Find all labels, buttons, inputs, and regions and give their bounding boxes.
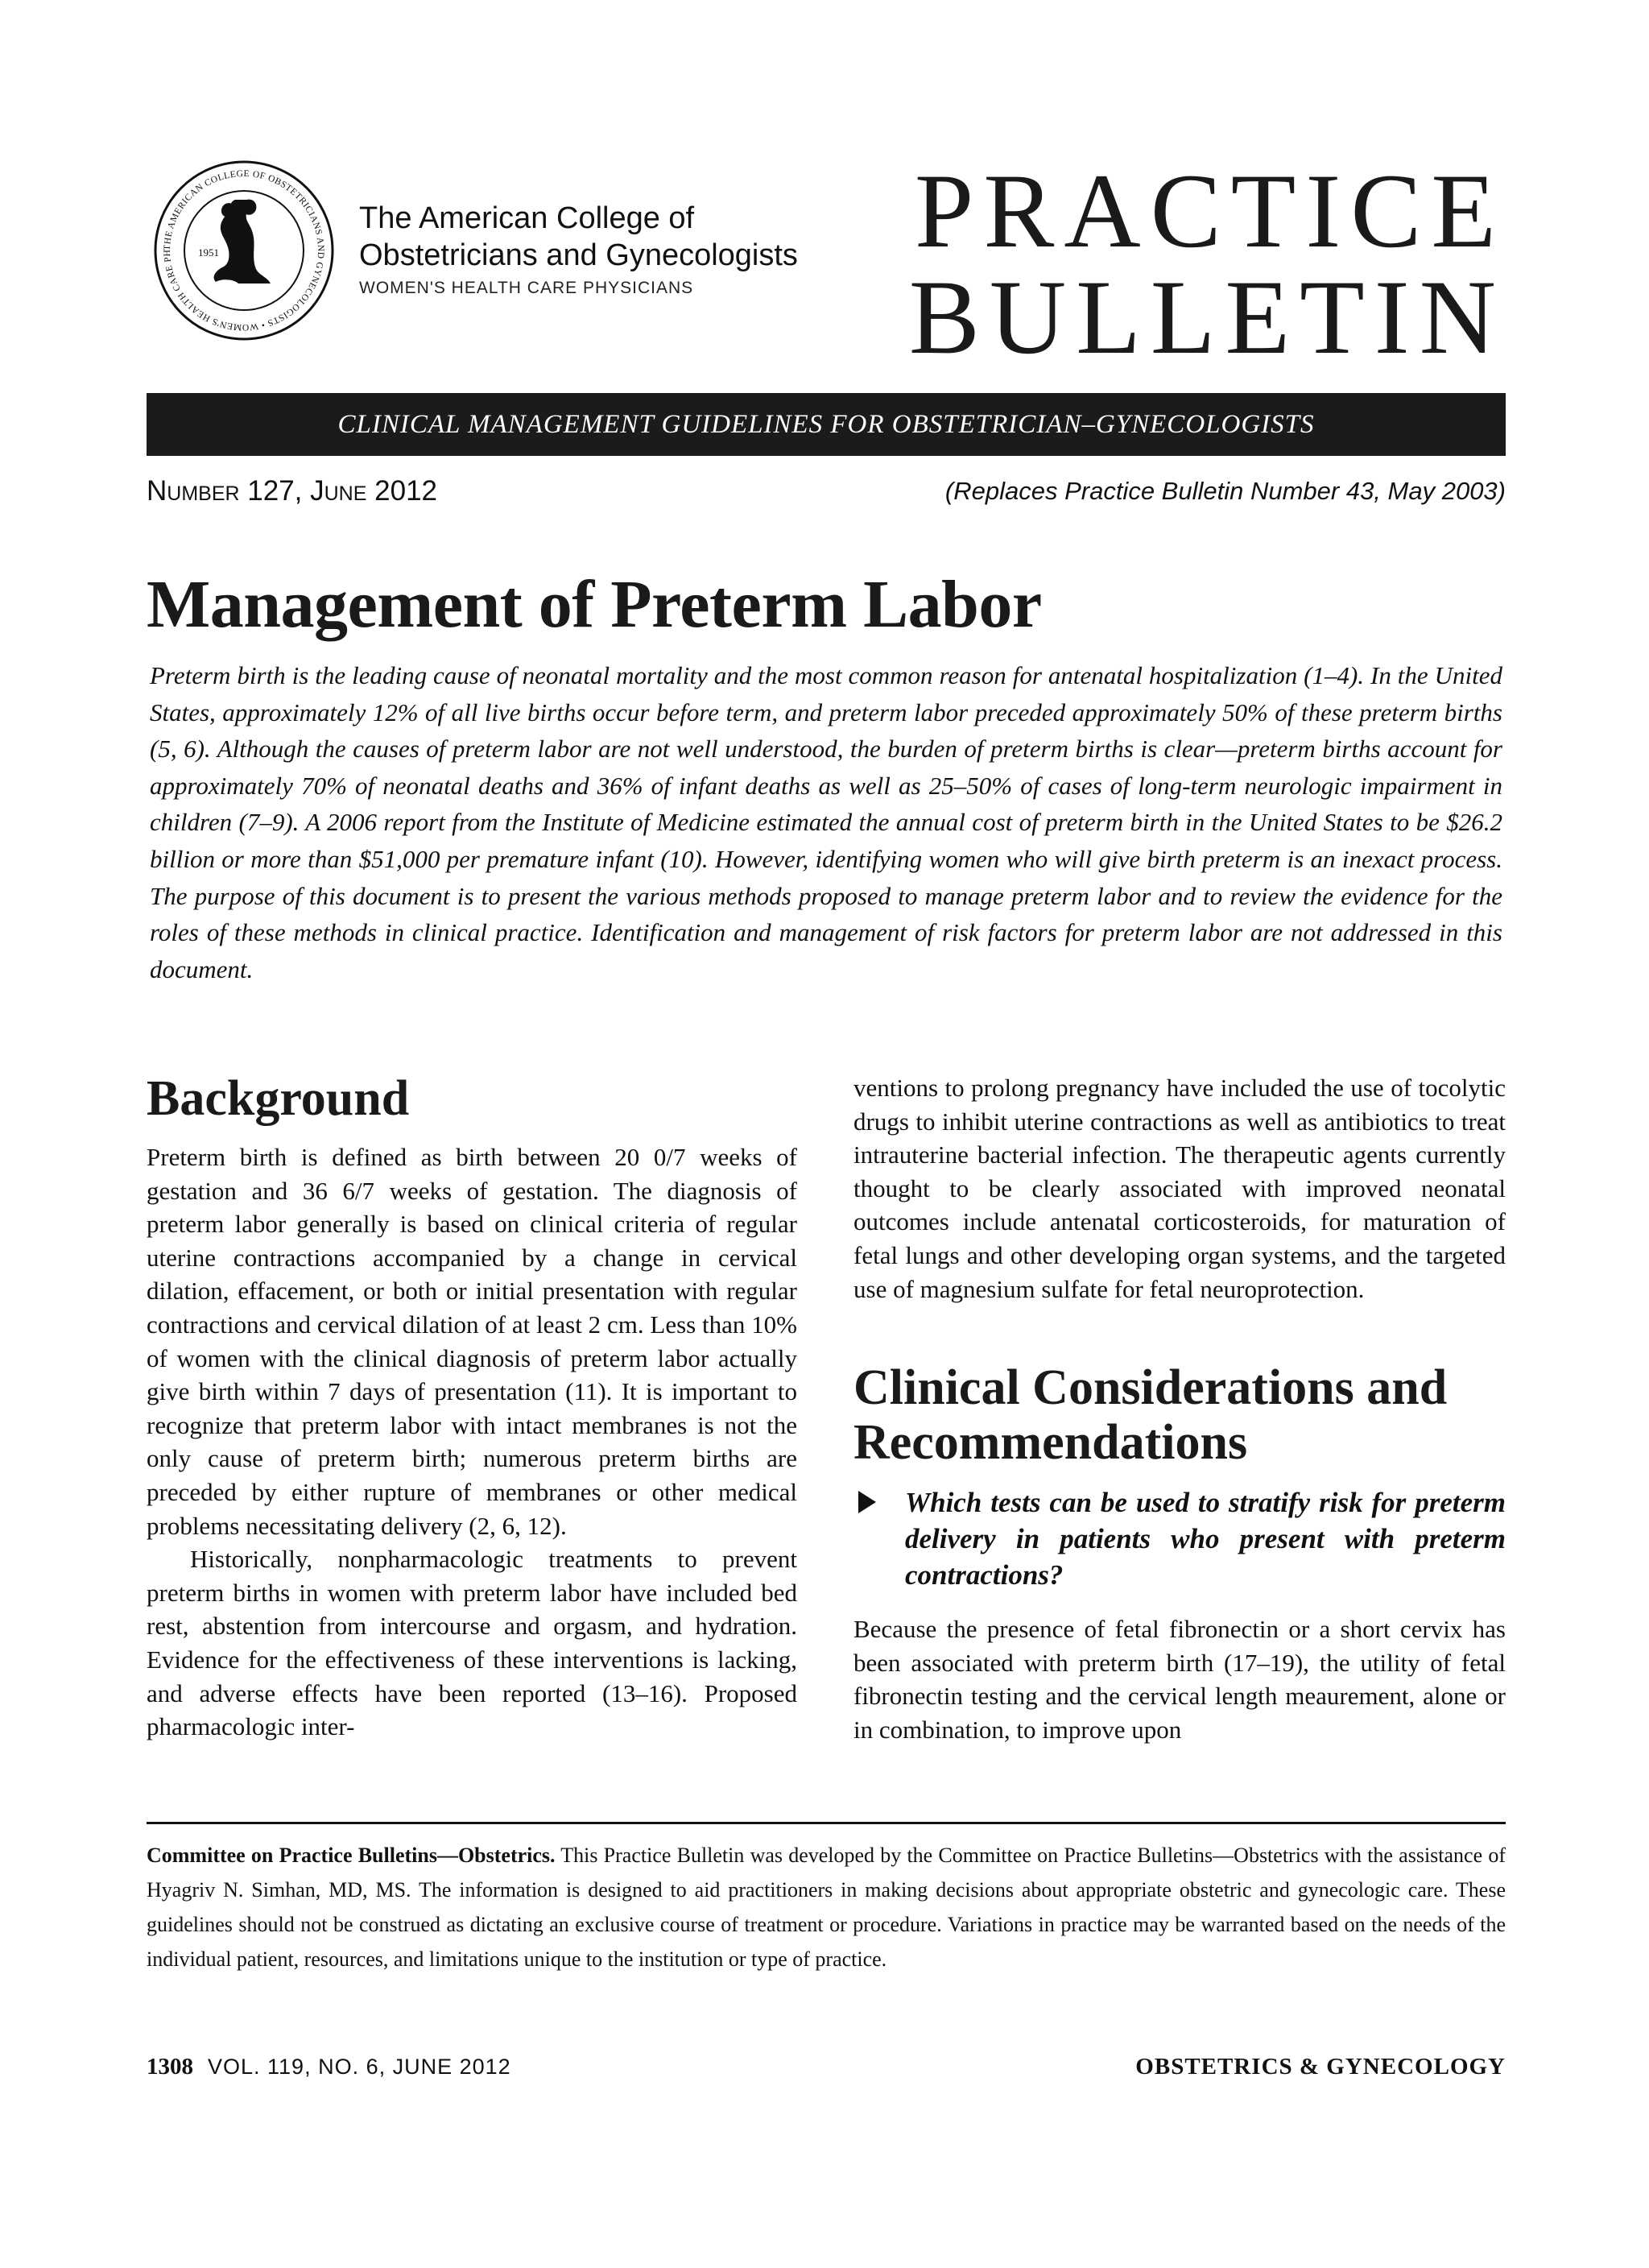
acog-seal-logo [151,158,337,343]
right-column [853,1071,1506,1747]
clinical-heading-line1: Clinical Considerations and [853,1360,1448,1416]
wordmark-line1: PRACTICE [914,151,1506,270]
committee-note [147,1838,1506,1976]
seal-year: 1951 [198,246,219,259]
wordmark-line2: BULLETIN [908,258,1506,376]
organization-block [359,200,798,298]
background-paragraph-1: Preterm birth is defined as birth between 20 0/7 weeks of gestation and 36 6/7 weeks of gestation. The diagnosis of preterm labor generally is based on clinical criteria of regular uterine contractions accompanied by a change in cervical dilation, effacement, or both or initial presentation with regular contractions and cervical dilation of at least 2 cm. Less than 10% of women with the clinical diagnosis of preterm labor actually give birth within 7 days of presentation (11). It is important to recognize that preterm labor with intact membranes is not the only cause of preterm birth; numerous preterm births are preceded by either rupture of membranes or other medical problems necessitating delivery (2, 6, 12). [147,1143,797,1540]
left-column [147,1071,797,1744]
guidelines-banner [147,393,1506,456]
committee-text: This Practice Bulletin was developed by the Committee on Practice Bulletins—Obstetrics with the assistance of Hyagriv N. Simhan, MD, MS. The information is designed to aid practitioners in making decisions about appropriate obstetric and gynecologic care. These guidelines should not be construed as dictating an exclusive course of treatment or procedure. Variations in practice may be warranted based on the needs of the individual patient, resources, and limitations unique to the institution or type of practice. [147,1844,1506,1971]
committee-lead: Committee on Practice Bulletins—Obstetrics. [147,1844,556,1867]
org-tagline: WOMEN'S HEALTH CARE PHYSICIANS [359,279,694,297]
clinical-heading-line2: Recommendations [853,1415,1248,1471]
page-number: 1308 [147,2054,193,2080]
seal-ring-text: THE AMERICAN COLLEGE OF OBSTETRICIANS AND GYNECOLOGISTS • WOMEN'S HEALTH CARE PH [162,168,326,333]
volume-info: VOL. 119, NO. 6, JUNE 2012 [208,2055,511,2079]
replaces-note: (Replaces Practice Bulletin Number 43, May 2003) [944,477,1506,505]
banner-text: CLINICAL MANAGEMENT GUIDELINES FOR OBSTETRICIAN–GYNECOLOGISTS [337,409,1315,439]
footer-left [147,2054,511,2080]
org-name-line1: The American College of [359,201,695,235]
clinical-paragraph-1: Because the presence of fetal fibronectin or a short cervix has been associated with preterm birth (17–19), the utility of fetal fibronectin testing and the cervical length meaurement, alone or in combination, to improve upon [853,1615,1506,1744]
background-paragraph-3: ventions to prolong pregnancy have included the use of tocolytic drugs to inhibit uterine contractions as well as antibiotics to treat intrauterine bacterial infection. The therapeutic agents currently thought to be clearly associated with improved neonatal outcomes include antenatal corticosteroids, for maturation of fetal lungs and other developing organ systems, and the targeted use of magnesium sulfate for fetal neuroprotection. [853,1074,1506,1303]
question-text: Which tests can be used to stratify risk for preterm delivery in patients who present with preterm contractions? [905,1487,1506,1591]
question-block [853,1484,1506,1593]
journal-name: OBSTETRICS & GYNECOLOGY [1135,2054,1506,2080]
background-paragraph-2: Historically, nonpharmacologic treatments to prevent preterm births in women with preterm labor have included bed rest, abstention from intercourse and orgasm, and hydration. Evidence for the effectiveness of these interventions is lacking, and adverse effects have been reported (13–16). Proposed pharmacologic inter- [147,1545,797,1741]
footnote-divider [147,1822,1506,1824]
bulletin-number: Number 127, June 2012 [147,475,437,507]
abstract: Preterm birth is the leading cause of neonatal mortality and the most common reason for antenatal hospitalization (1–4). In the United States, approximately 12% of all live births occur before term, and preterm labor preceded approximately 50% of these preterm births (5, 6). Although the causes of preterm labor are not well understood, the burden of preterm births is clear—preterm births account for approximately 70% of neonatal deaths and 36% of infant deaths as well as 25–50% of cases of long-term neurologic impairment in children (7–9). A 2006 report from the Institute of Medicine estimated the annual cost of preterm birth in the United States to be $26.2 billion or more than $51,000 per premature infant (10). However, identifying women who will give birth preterm is an inexact process. The purpose of this document is to present the various methods proposed to manage preterm labor and to review the evidence for the roles of these methods in clinical practice. Identification and management of risk factors for preterm labor are not addressed in this document. [150,661,1502,983]
practice-bulletin-wordmark [773,151,1506,376]
triangle-bullet-icon [858,1491,876,1513]
page-title: Management of Preterm Labor [147,567,1042,642]
org-name-line2: Obstetricians and Gynecologists [359,238,798,272]
clinical-heading [853,1360,1506,1470]
background-heading: Background [147,1071,410,1126]
